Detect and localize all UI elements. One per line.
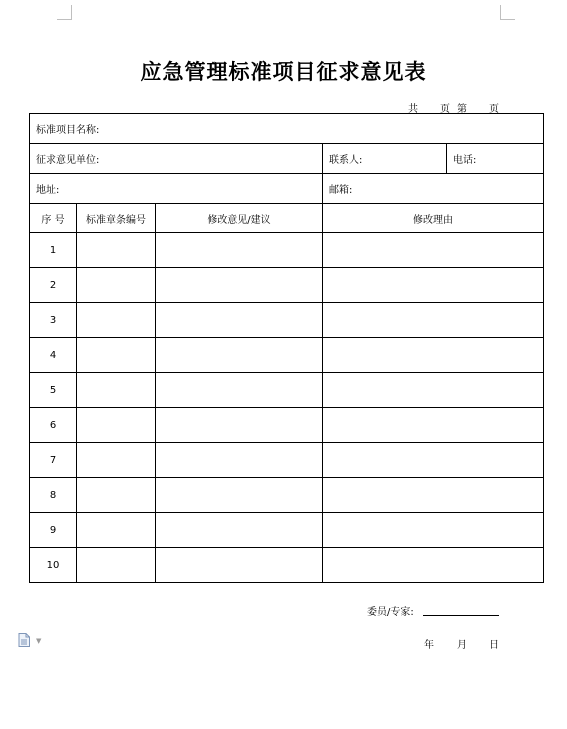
clause-cell[interactable]	[77, 338, 156, 373]
row-number: 10	[30, 548, 77, 583]
table-row	[30, 233, 544, 268]
clause-cell[interactable]	[77, 233, 156, 268]
clause-cell[interactable]	[77, 303, 156, 338]
address-label: 地址:	[36, 185, 60, 196]
row-number: 9	[30, 513, 77, 548]
postcode-label: 邮箱:	[329, 185, 353, 196]
clause-cell[interactable]	[77, 373, 156, 408]
signer-label: 委员/专家:	[367, 607, 414, 618]
suggestion-cell[interactable]	[156, 408, 323, 443]
unit-row	[30, 144, 544, 174]
suggestion-cell[interactable]	[156, 268, 323, 303]
project-name-label: 标准项目名称:	[36, 125, 100, 136]
clause-cell[interactable]	[77, 268, 156, 303]
suggestion-cell[interactable]	[156, 548, 323, 583]
crop-mark-top-right	[500, 5, 515, 20]
table-row	[30, 478, 544, 513]
clause-cell[interactable]	[77, 443, 156, 478]
suggestion-cell[interactable]	[156, 513, 323, 548]
signature-line[interactable]	[423, 615, 499, 616]
table-row	[30, 443, 544, 478]
contact-label: 联系人:	[329, 155, 363, 166]
day-label: 日	[489, 640, 499, 651]
crop-mark-top-left	[57, 5, 72, 20]
suggestion-cell[interactable]	[156, 443, 323, 478]
suggestion-cell[interactable]	[156, 233, 323, 268]
suggestion-cell[interactable]	[156, 373, 323, 408]
reason-cell[interactable]	[323, 478, 544, 513]
row-number: 7	[30, 443, 77, 478]
table-header-row	[30, 204, 544, 233]
clause-cell[interactable]	[77, 408, 156, 443]
year-label: 年	[424, 640, 434, 651]
row-number: 3	[30, 303, 77, 338]
suggestion-cell[interactable]	[156, 303, 323, 338]
table-row	[30, 303, 544, 338]
project-name-field[interactable]	[30, 114, 544, 144]
table-row	[30, 373, 544, 408]
unit-field[interactable]	[30, 144, 323, 174]
suggestion-cell[interactable]	[156, 478, 323, 513]
table-row	[30, 408, 544, 443]
document-title: 应急管理标准项目征求意见表	[140, 59, 427, 84]
document-icon[interactable]	[18, 632, 30, 646]
row-number: 6	[30, 408, 77, 443]
column-header-reason: 修改理由	[323, 204, 544, 233]
postcode-field[interactable]	[323, 174, 544, 204]
reason-cell[interactable]	[323, 268, 544, 303]
feedback-form-table	[29, 113, 544, 583]
row-number: 5	[30, 373, 77, 408]
reason-cell[interactable]	[323, 548, 544, 583]
clause-cell[interactable]	[77, 548, 156, 583]
column-header-number: 序 号	[30, 204, 77, 233]
address-field[interactable]	[30, 174, 323, 204]
reason-cell[interactable]	[323, 408, 544, 443]
page-unit-label: 页	[440, 104, 450, 115]
row-number: 4	[30, 338, 77, 373]
phone-field[interactable]	[447, 144, 544, 174]
page-total-label: 共	[408, 104, 418, 115]
table-row	[30, 548, 544, 583]
reason-cell[interactable]	[323, 233, 544, 268]
project-name-row	[30, 114, 544, 144]
table-row	[30, 338, 544, 373]
column-header-suggestion: 修改意见/建议	[156, 204, 323, 233]
reason-cell[interactable]	[323, 373, 544, 408]
row-number: 2	[30, 268, 77, 303]
clause-cell[interactable]	[77, 478, 156, 513]
month-label: 月	[457, 640, 467, 651]
address-row	[30, 174, 544, 204]
page-current-label: 第	[457, 104, 467, 115]
column-header-clause: 标准章条编号	[77, 204, 156, 233]
contact-field[interactable]	[323, 144, 447, 174]
row-number: 8	[30, 478, 77, 513]
reason-cell[interactable]	[323, 338, 544, 373]
unit-label: 征求意见单位:	[36, 155, 100, 166]
reason-cell[interactable]	[323, 443, 544, 478]
table-row	[30, 513, 544, 548]
phone-label: 电话:	[453, 155, 477, 166]
page-unit-label: 页	[489, 104, 499, 115]
row-number: 1	[30, 233, 77, 268]
suggestion-cell[interactable]	[156, 338, 323, 373]
table-row	[30, 268, 544, 303]
clause-cell[interactable]	[77, 513, 156, 548]
chevron-down-icon[interactable]: ▼	[36, 637, 42, 645]
reason-cell[interactable]	[323, 513, 544, 548]
reason-cell[interactable]	[323, 303, 544, 338]
